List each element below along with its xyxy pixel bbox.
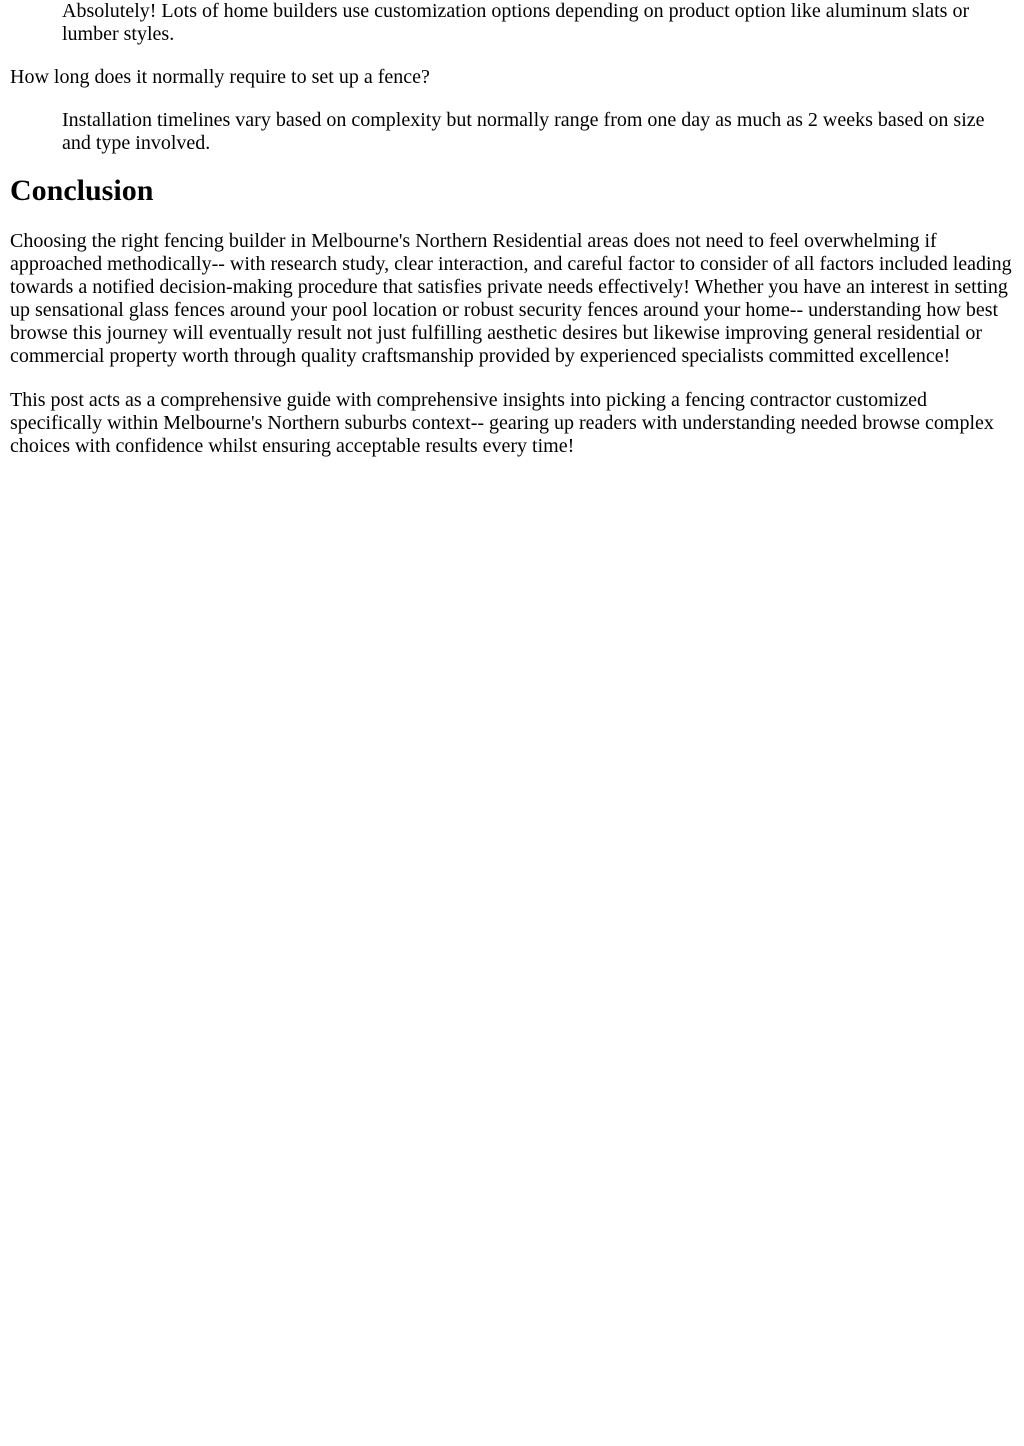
faq-answer-text: Absolutely! Lots of home builders use customization options depending on product option like aluminum slats or lumber styles. [62, 0, 970, 45]
conclusion-paragraph-1: Choosing the right fencing builder in Melbourne's Northern Residential areas does not need to feel overwhelming if approached methodically-- with research study, clear interaction, and careful factor to consider of all factors included leading towards a notified decision-making procedure that satisfies private needs effectively! Whether you have an interest in setting up sensational glass fences around your pool location or robust security fences around your home-- understanding how best browse this journey will eventually result not just fulfilling aesthetic desires but likewise improving general residential or commercial property worth through quality craftsmanship provided by experienced specialists committed excellence! [10, 230, 1012, 367]
article-body [0, 0, 1014, 458]
conclusion-paragraph-2: This post acts as a comprehensive guide with comprehensive insights into picking a fencing contractor customized specifically within Melbourne's Northern suburbs context-- gearing up readers with understanding needed browse complex choices with confidence whilst ensuring acceptable results every time! [10, 389, 994, 457]
faq-question-install-time: How long does it normally require to set up a fence? [10, 66, 430, 88]
faq-answer-customization [62, 0, 1014, 46]
faq-answer-install-time [62, 109, 1014, 155]
faq-answer-text: Installation timelines vary based on complexity but normally range from one day as much as 2 weeks based on size and type involved. [62, 109, 985, 154]
conclusion-heading: Conclusion [10, 174, 154, 207]
